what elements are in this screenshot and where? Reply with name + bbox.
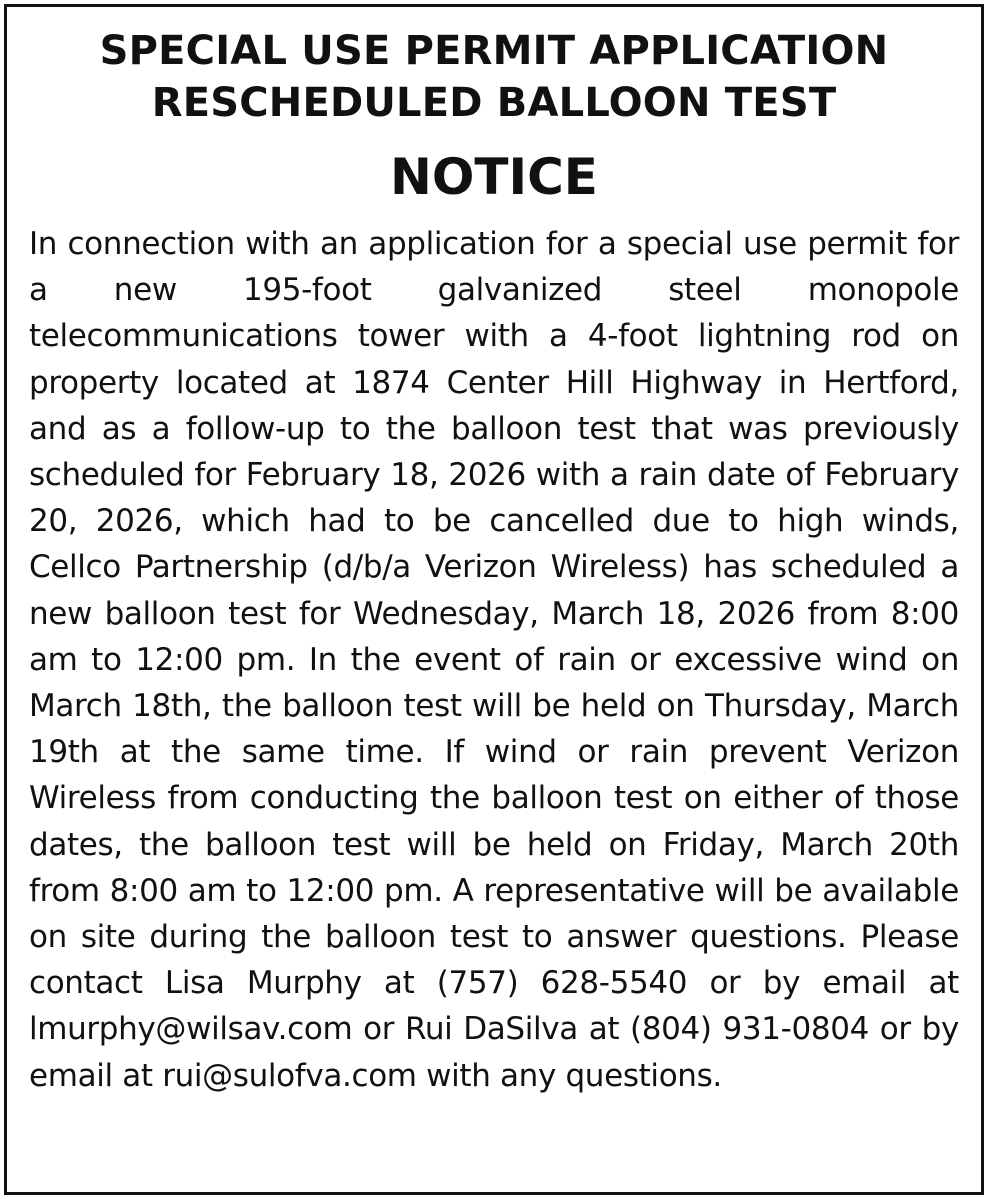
notice-heading: NOTICE [390, 148, 598, 206]
title-line-2: RESCHEDULED BALLOON TEST [151, 80, 837, 126]
notice-box [4, 4, 984, 1195]
notice-title [29, 25, 959, 129]
notice-body: In connection with an application for a special use permit for a new 195-foot galvanized steel monopole telecommunications tower with a 4-foot lightning rod on property located at 1874 Center Hill Highway in Hertford, and as a follow-up to the balloon test that was previously scheduled for February 18, 2026 with a rain date of February 20, 2026, which had to be cancelled due to high winds, Cellco Partnership (d/b/a Verizon Wireless) has scheduled a new balloon test for Wednesday, March 18, 2026 from 8:00 am to 12:00 pm. In the event of rain or excessive wind on March 18th, the balloon test will be held on Thursday, March 19th at the same time. If wind or rain prevent Verizon Wireless from conducting the balloon test on either of those dates, the balloon test will be held on Friday, March 20th from 8:00 am to 12:00 pm. A representative will be available on site during the balloon test to answer questions. Please contact Lisa Murphy at (757) 628-5540 or by email at lmurphy@wilsav.com or Rui DaSilva at (804) 931-0804 or by email at rui@sulofva.com with any questions. [29, 226, 959, 1094]
title-line-1: SPECIAL USE PERMIT APPLICATION [99, 28, 889, 74]
